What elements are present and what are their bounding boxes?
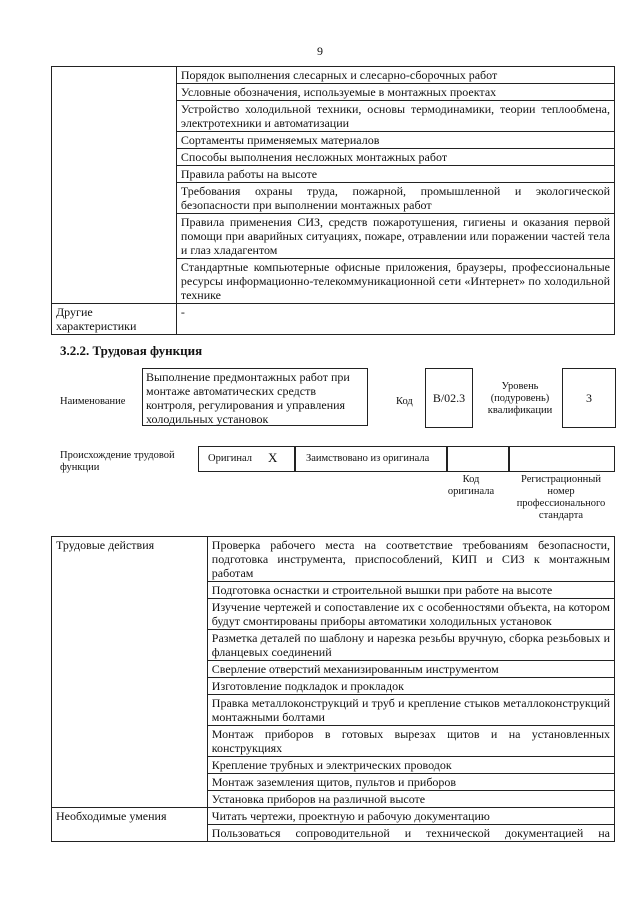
actions-label: Трудовые действия (52, 537, 208, 808)
section-title: 3.2.2. Трудовая функция (60, 343, 203, 358)
action-item: Сверление отверстий механизированным инструментом (207, 661, 614, 678)
level-label: Уровень (подуровень) квалификации (487, 381, 553, 416)
knowledge-item: Правила работы на высоте (176, 166, 614, 183)
knowledge-item: Порядок выполнения слесарных и слесарно-сборочных работ (176, 67, 614, 84)
original-code-cell (446, 446, 510, 472)
reg-number-cell (508, 446, 615, 472)
action-item: Установка приборов на различной высоте (207, 791, 614, 808)
knowledge-left-cell (52, 67, 177, 304)
origin-label: Происхождение трудовой функции (60, 450, 175, 473)
borrowed-label: Заимствовано из оригинала (306, 453, 430, 464)
knowledge-item: Способы выполнения несложных монтажных работ (176, 149, 614, 166)
knowledge-item: Стандартные компьютерные офисные приложения, браузеры, профессиональные ресурсы информационно-телекоммуникационной сети «Интернет» по холодильной технике (176, 259, 614, 304)
level-box (562, 368, 616, 428)
action-item: Крепление трубных и электрических проводок (207, 757, 614, 774)
function-name: Выполнение предмонтажных работ при монтаже автоматических средств контроля, регулирования и управления холодильных установок (146, 370, 350, 426)
level-value: 3 (586, 391, 592, 405)
other-characteristics-value: - (176, 304, 614, 335)
action-item: Разметка деталей по шаблону и нарезка резьбы вручную, сборка резьбовых и фланцевых соединений (207, 630, 614, 661)
knowledge-item: Устройство холодильной техники, основы термодинамики, теории теплообмена, электротехники и автоматизации (176, 101, 614, 132)
main-table (51, 536, 615, 842)
origin-box (198, 446, 614, 472)
knowledge-item: Сортаменты применяемых материалов (176, 132, 614, 149)
action-item: Монтаж приборов в готовых вырезах щитов и на установленных конструкциях (207, 726, 614, 757)
action-item: Подготовка оснастки и строительной вышки при работе на высоте (207, 582, 614, 599)
action-item: Правка металлоконструкций и труб и крепление стыков металлоконструкций монтажными болтами (207, 695, 614, 726)
knowledge-item: Правила применения СИЗ, средств пожаротушения, гигиены и оказания первой помощи при аварийных ситуациях, пожаре, отравлении или поражении частей тела и глаз хладагентом (176, 214, 614, 259)
action-item: Проверка рабочего места на соответствие требованиям безопасности, подготовка инструмента, приспособлений, КИП и СИЗ к монтажным работам (207, 537, 614, 582)
original-mark: X (268, 450, 278, 465)
code-box (425, 368, 473, 428)
action-item: Монтаж заземления щитов, пультов и приборов (207, 774, 614, 791)
reg-number-label: Регистрационный номер профессионального стандарта (516, 474, 606, 521)
page-number: 9 (317, 44, 323, 58)
skill-item: Читать чертежи, проектную и рабочую документацию (207, 808, 614, 825)
function-name-box (142, 368, 368, 426)
action-item: Изучение чертежей и сопоставление их с особенностями объекта, на котором будут смонтированы приборы автоматики холодильных установок (207, 599, 614, 630)
original-code-label: Код оригинала (447, 474, 495, 497)
name-label: Наименование (60, 396, 126, 407)
knowledge-item: Условные обозначения, используемые в монтажных проектах (176, 84, 614, 101)
original-label: Оригинал (208, 453, 252, 464)
action-item: Изготовление подкладок и прокладок (207, 678, 614, 695)
skills-label: Необходимые умения (52, 808, 208, 842)
code-label: Код (396, 396, 413, 407)
other-characteristics-label: Другие характеристики (52, 304, 177, 335)
skill-item: Пользоваться сопроводительной и технической документацией на (207, 825, 614, 842)
code-value: B/02.3 (432, 391, 466, 405)
knowledge-table (51, 66, 615, 335)
knowledge-item: Требования охраны труда, пожарной, промышленной и экологической безопасности при выполнении монтажных работ (176, 183, 614, 214)
